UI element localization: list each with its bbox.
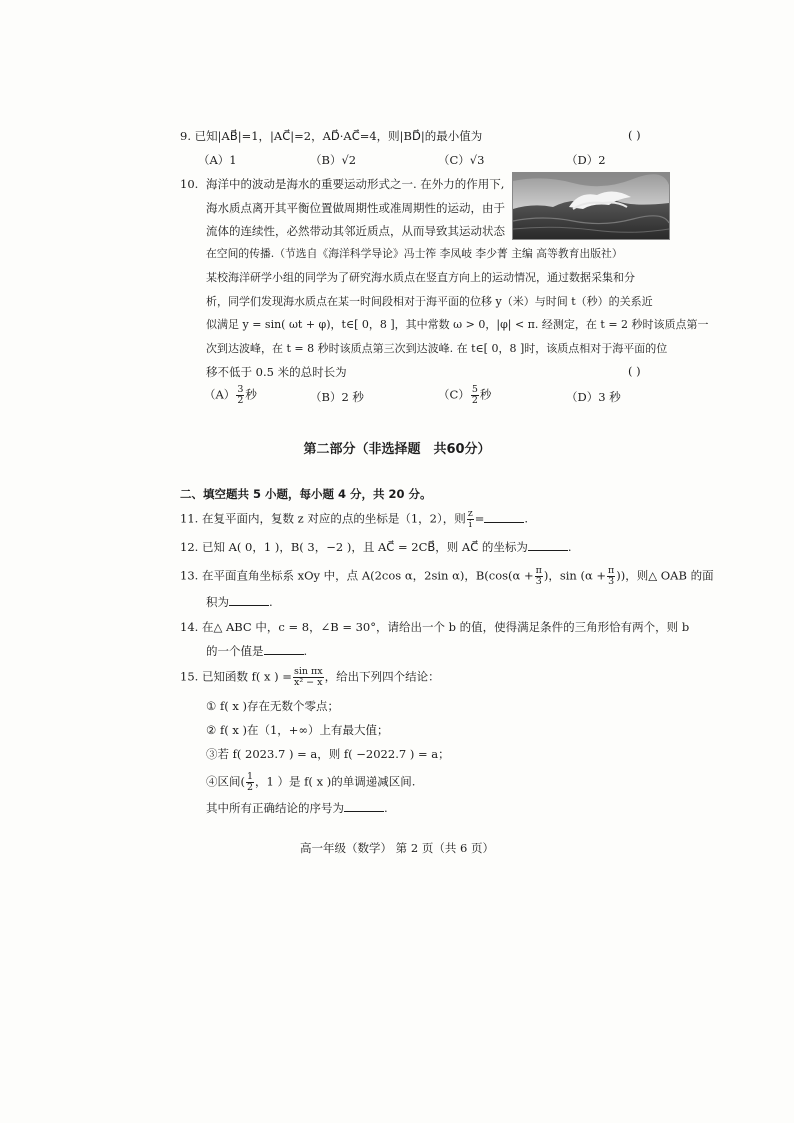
option-a: （A）1 [198, 153, 237, 167]
answer-blank [344, 800, 384, 812]
option-b: （B）2 秒 [310, 390, 364, 404]
answer-blank [484, 511, 524, 523]
question-13-cont: 积为 . [206, 595, 273, 609]
option-d: （D）2 [566, 153, 606, 167]
option-c: （C）√3 [438, 153, 485, 167]
question-14-cont: 的一个值是 . [206, 644, 308, 658]
question-10-number: 10. [180, 177, 199, 191]
option-a: （A） $\frac{3}{2}$ 秒 [204, 384, 257, 406]
option-c: （C） $\frac{5}{2}$ 秒 [438, 384, 492, 406]
page-footer: 高一年级（数学） 第 2 页（共 6 页） [300, 841, 494, 855]
question-10-line: 流体的连续性，必然带动其邻近质点，从而导致其运动状态 [206, 224, 505, 238]
question-10-line: 次到达波峰，在 t = 8 秒时该质点第三次到达波峰. 在 t∈[ 0，8 ]时，该质点相对于海平面的位 [206, 342, 668, 355]
question-text: 已知|AB⃗|=1，|AC⃗|=2，AD⃗·AC⃗=4，则|BD⃗|的最小值为 [194, 129, 483, 143]
question-15: 15. 已知函数 f( x ) = $\frac{\text{sin πx}}{\text{x² − x}}$ ，给出下列四个结论： [180, 666, 440, 688]
question-13: 13. 在平面直角坐标系 xOy 中，点 A(2cos α，2sin α)，B(cos(α + $\frac{\pi}{3}$ )，sin (α + $\frac{\pi}{3}$ ))，则△ OAB 的面 [180, 565, 714, 587]
ocean-wave-photo-icon [512, 172, 670, 240]
question-10-line: 海洋中的波动是海水的重要运动形式之一. 在外力的作用下, [206, 177, 505, 191]
question-10-line: 似满足 y = sin( ωt + φ)，t∈[ 0，8 ]，其中常数 ω > 0，|φ| < π. 经测定，在 t = 2 秒时该质点第一 [206, 318, 709, 331]
fraction: $\frac{1}{2}$ [247, 771, 254, 793]
answer-blank [264, 643, 304, 655]
fraction: $\frac{\text{sin πx}}{\text{x² − x}}$ [293, 666, 323, 688]
fraction: $\frac{5}{2}$ [471, 384, 478, 406]
answer-blank [528, 539, 568, 551]
conclusion-4: ④区间( $\frac{1}{2}$ ，1 ）是 f( x )的单调递减区间. [206, 771, 416, 793]
fraction: $\frac{z}{i}$ [467, 508, 473, 530]
question-11: 11. 在复平面内，复数 z 对应的点的坐标是（1，2），则 $\frac{z}{i}$ = . [180, 508, 529, 530]
question-10-line: 在空间的传播.（节选自《海洋科学导论》冯士筰 李凤岐 李少菁 主编 高等教育出版社） [206, 247, 623, 260]
conclusion-3: ③若 f( 2023.7 ) = a，则 f( −2022.7 ) = a； [206, 747, 450, 761]
question-10-line: 移不低于 0.5 米的总时长为 [206, 365, 347, 379]
fraction: $\frac{\pi}{3}$ [535, 565, 542, 587]
answer-paren: ( ) [628, 364, 641, 378]
question-10-line: 海水质点离开其平衡位置做周期性或准周期性的运动，由于 [206, 201, 505, 215]
section-heading: 二、填空题共 5 小题，每小题 4 分，共 20 分。 [180, 487, 432, 501]
question-9 [180, 128, 482, 144]
answer-paren: ( ) [628, 128, 641, 142]
fraction: $\frac{\pi}{3}$ [608, 565, 615, 587]
option-b: （B）√2 [310, 153, 357, 167]
conclusion-1: ① f( x )存在无数个零点； [206, 699, 339, 713]
question-number: 9. [180, 129, 191, 143]
question-10-line: 析，同学们发现海水质点在某一时间段相对于海平面的位移 y（米）与时间 t（秒）的关系近 [206, 295, 653, 308]
question-14: 14. 在△ ABC 中，c = 8，∠B = 30°，请给出一个 b 的值，使得满足条件的三角形恰有两个，则 b [180, 620, 690, 634]
part-two-title: 第二部分（非选择题 共60分） [303, 442, 491, 457]
fraction: $\frac{3}{2}$ [237, 384, 244, 406]
conclusion-2: ② f( x )在（1，+∞）上有最大值； [206, 723, 389, 737]
answer-blank [229, 594, 269, 606]
question-15-last: 其中所有正确结论的序号为 . [206, 801, 388, 815]
question-12: 12. 已知 A( 0，1 )，B( 3，−2 )，且 AC⃗ = 2CB⃗，则 AC⃗ 的坐标为 . [180, 540, 572, 554]
question-10-line: 某校海洋研学小组的同学为了研究海水质点在竖直方向上的运动情况，通过数据采集和分 [206, 271, 635, 284]
option-d: （D）3 秒 [566, 390, 621, 404]
